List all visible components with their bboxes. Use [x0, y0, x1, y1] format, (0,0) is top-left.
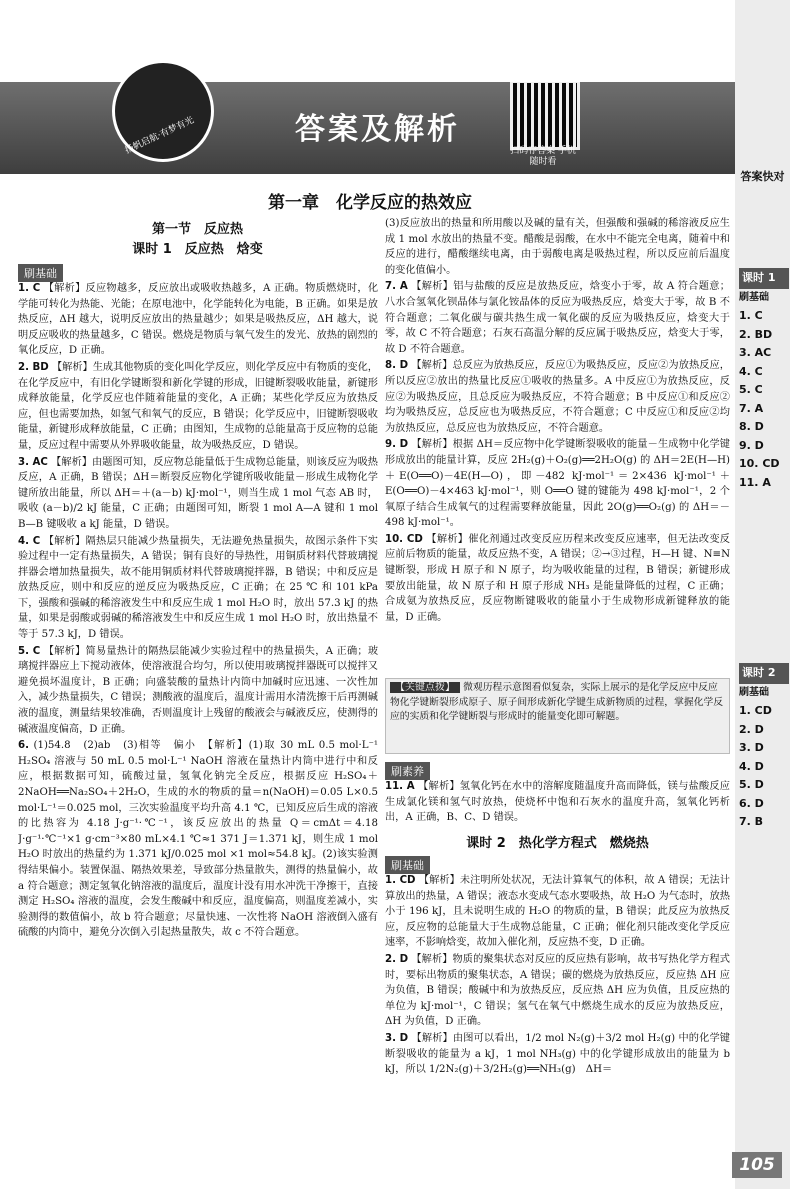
- answer-text: 【解析】简易量热计的隔热层能减少实验过程中的热量损失，A 正确；玻璃搅拌器应上下搅动液体，使溶液混合均匀，所以使用玻璃搅拌器既可以搅拌又避免损坏温度计，B 正确；向盛装酸的量热计内筒中加碱时应迅速、一次性加入，减少热量损失，C 错误；测酸液的温度后，温度计需用水清洗擦干后再测碱液的温度，测量结果较准确，否则温度计上残留的酸液会与碱液反应，使测得的碱液温度偏高，D 正确。: [18, 645, 378, 735]
- question-number: 6.: [18, 740, 29, 752]
- question-number: 10. CD: [385, 533, 423, 545]
- answer-item: [18, 455, 378, 533]
- page-title: 答案及解析: [295, 112, 460, 147]
- answer-item: [18, 281, 378, 359]
- quick-answer-item: 8. D: [739, 420, 764, 433]
- answer-item: [385, 279, 730, 357]
- question-number: 8. D: [385, 360, 409, 372]
- quick-answer-item: 5. C: [739, 383, 763, 396]
- quick-answer-item: 7. A: [739, 401, 764, 415]
- answers-basic-label-2: 刷基础: [739, 686, 769, 698]
- chapter-title: 第一章 化学反应的热效应: [268, 193, 472, 213]
- answer-text: 【解析】总反应为放热反应，反应①为吸热反应，反应②为放热反应，所以反应②放出的热量比反应①吸收的热量多。A 中反应①为放热反应，反应②为吸热反应，且总反应为吸热反应，不符合题意；B 中反应①和反应②均为吸热反应，总反应也为吸热反应，不符合题意；C 中反应①和反应②均为放热反应，总反应也为放热反应，不符合题意。: [385, 360, 730, 434]
- lesson2-section: [385, 873, 730, 1148]
- quick-answer-item: 3. AC: [739, 346, 772, 359]
- question-number: 2. BD: [18, 361, 49, 373]
- key-point-text: 微观历程示意图看似复杂，实际上展示的是化学反应中反应物化学键断裂形成原子、原子间形成新化学键生成新物质的过程，掌握化学反应的实质和化学键断裂与形成时的能量变化即可解题。: [390, 682, 724, 722]
- answer-text: 【解析】氢氧化钙在水中的溶解度随温度升高而降低，镁与盐酸反应生成氯化镁和氢气时放热，使烧杯中饱和石灰水的温度升高，氢氧化钙析出，A 正确，B、C、D 错误。: [385, 781, 730, 824]
- key-point-box: [385, 678, 730, 754]
- quick-answer-item: 4. C: [739, 364, 763, 378]
- answer-item: [385, 952, 730, 1030]
- qr-caption: 扫码存答案 手机随时看: [510, 146, 576, 167]
- literacy-section: [385, 779, 730, 831]
- quick-answer-item: 3. D: [739, 741, 764, 754]
- logo-text: 扬帆启航·有梦有光: [123, 115, 196, 157]
- answer-text: 【解析】生成其他物质的变化叫化学反应，则化学反应中有物质的变化，在化学反应中，有旧化学键断裂和新化学键的形成，旧键断裂吸收能量，新键形成释放能量，化学反应也伴随着能量的变化，A 正确；某些化学反应为放热反应，但也需要加热，如氢气和氧气的反应，B 错误；化学反应中，旧键断裂吸收能量，新键形成释放能量，C 正确；由图知，生成物的总能量高于反应物的总能量，反应过程中需要从外界吸收能量，故为吸热反应，D 错误。: [18, 361, 378, 451]
- answers-lesson1: [739, 268, 789, 492]
- quick-answer-item: 1. CD: [739, 704, 772, 717]
- left-column: [18, 281, 378, 1146]
- question-number: 11. A: [385, 781, 415, 792]
- answer-text: 【解析】反应物越多，反应放出或吸收热越多，A 正确。物质燃烧时，化学能可转化为热能、光能；在原电池中，化学能转化为电能，B 正确。如果是放热反应，ΔH 越大，说明反应放出的热量越少；如果是吸热反应，ΔH 越大，说明反应吸收的热量越多，C 错误。燃烧是物质与氧气发生的发光、放热的剧烈的氧化反应，D 正确。: [18, 283, 378, 357]
- answer-text: (3)反应放出的热量和所用酸以及碱的量有关，但强酸和强碱的稀溶液反应生成 1 mol 水放出的热量不变。醋酸是弱酸，在水中不能完全电离，随着中和反应的进行，醋酸继续电离，由于弱酸电离是吸热过程，所以反应前后温度的变化值偏小。: [385, 218, 730, 276]
- answer-item: [18, 644, 378, 738]
- question-number: 5. C: [18, 645, 41, 657]
- basic-tag-2: 刷基础: [385, 854, 430, 874]
- answer-item: [385, 358, 730, 436]
- answer-text: 【解析】铝与盐酸的反应是放热反应，焓变小于零，故 A 符合题意；八水合氢氧化钡晶体与氯化铵晶体的反应为吸热反应，焓变大于零，故 B 不符合题意；二氧化碳与碳共热生成一氧化碳的反应为吸热反应，焓变大于零，故 C 不符合题意；石灰石高温分解的反应属于吸热反应，焓变大于零，故 D 不符合题意。: [385, 281, 730, 355]
- answer-text: 【解析】未注明所处状况，无法计算氧气的体积，故 A 错误；无法计算放出的热量，A 错误；液态水变成气态水要吸热，故 H₂O 为气态时，放热小于 196 kJ，且未说明生成的 H₂O 的物质的量，B 错误；此反应为放热反应，反应物的总能量大于生成物总能量，C 正确；催化剂只能改变化学反应速率，不影响焓变，故加入催化剂，反应热不变，D 正确。: [385, 875, 730, 949]
- answer-item: [385, 1031, 730, 1078]
- answers-basic-label: 刷基础: [739, 291, 769, 303]
- quick-answer-item: 6. D: [739, 796, 764, 810]
- quick-answer-item: 5. D: [739, 778, 764, 791]
- page-number: 105: [732, 1152, 782, 1178]
- answer-item: [18, 738, 378, 941]
- quick-answer-item: 2. BD: [739, 327, 773, 341]
- quick-answer-item: 7. B: [739, 815, 764, 828]
- answer-item: [385, 779, 730, 826]
- question-number: 4. C: [18, 535, 41, 547]
- answer-text: (1)54.8 (2)ab (3)相等 偏小 【解析】(1)取 30 mL 0.5 mol·L⁻¹ H₂SO₄ 溶液与 50 mL 0.5 mol·L⁻¹ NaOH 溶液在量热计内筒中进行中和反应，根据数据可知，硫酸过量，氢氧化钠完全反应，根据反应 H₂SO₄＋2NaOH══Na₂SO₄＋2H₂O，生成的水的物质的量＝n(NaOH)＝0.05 L×0.5 mol·L⁻¹＝0.025 mol，三次实验温度平均升高 4.1 ℃，已知反应后生成的溶液的比热容为 4.18 J·g⁻¹·℃⁻¹，该反应放出的热量 Q＝cmΔt＝4.18 J·g⁻¹·℃⁻¹×1 g·cm⁻³×80 mL×4.1 ℃≈1 371 J＝1.371 kJ，则生成 1 mol H₂O 时放出的热量约为 1.371 kJ/0.025 mol ×1 mol≈54.8 kJ。(2)该实验测得结果偏小。装置保温、隔热效果差，导致部分热量散失，测得的热量偏小，故 a 符合题意；测定氢氧化钠溶液的温度后，温度计没有用水冲洗干净擦干，直接测定 H₂SO₄ 溶液的温度，会发生酸碱中和反应，温度偏高，则温度差减小，实验测得的数值偏小，故 b 符合题意；尽量快速、一次性将 NaOH 溶液倒入盛有硫酸的内筒中，避免分次倒入引起热量散失，故 c 不符合题意。: [18, 740, 378, 939]
- answer-text: 【解析】由图可以看出，1/2 mol N₂(g)＋3/2 mol H₂(g) 中的化学键断裂吸收的能量为 a kJ，1 mol NH₃(g) 中的化学键形成放出的能量为 b kJ，所以 1/2N₂(g)＋3/2H₂(g)══NH₃(g) ΔH＝: [385, 1032, 730, 1076]
- lesson2-title: 课时 2 热化学方程式 燃烧热: [466, 836, 649, 851]
- answer-item: [385, 873, 730, 951]
- basic-tag: 刷基础: [18, 262, 63, 282]
- quick-answer-item: 9. D: [739, 438, 764, 452]
- answer-item: [18, 360, 378, 454]
- qr-code-icon[interactable]: [510, 80, 580, 150]
- answer-item: [385, 216, 730, 278]
- question-number: 7. A: [385, 281, 408, 293]
- answer-text: 【解析】物质的聚集状态对反应的反应热有影响，故书写热化学方程式时，要标出物质的聚集状态，A 错误；碳的燃烧为放热反应，反应热 ΔH 应为负值，B 错误；酸碱中和为放热反应，反应热 ΔH 应为负值，且反应热的单位为 kJ·mol⁻¹，C 错误；氢气在氧气中燃烧生成水的反应为放热反应，ΔH 为负值，D 正确。: [385, 953, 730, 1028]
- literacy-tag: 刷素养: [385, 760, 430, 780]
- answers-lesson1-head: 课时 1: [739, 268, 789, 289]
- question-number: 1. CD: [385, 875, 416, 886]
- answer-text: 【解析】根据 ΔH＝反应物中化学键断裂吸收的能量－生成物中化学键形成放出的能量计算，反应 2H₂(g)＋O₂(g)══2H₂O(g) 的 ΔH＝2E(H—H)＋E(O══O)－4E(H—O)，即－482 kJ·mol⁻¹＝2×436 kJ·mol⁻¹＋E(O══O)－4×463 kJ·mol⁻¹，则 O══O 键的键能为 498 kJ·mol⁻¹，2 个氧原子结合生成氧气的过程需要释放能量，因此 2O(g)══O₂(g) 的 ΔH＝－498 kJ·mol⁻¹。: [385, 439, 730, 529]
- question-number: 3. D: [385, 1032, 409, 1044]
- quick-answer-label: 答案快对: [740, 170, 785, 183]
- answers-lesson2-head: 课时 2: [739, 663, 789, 684]
- answer-item: [18, 534, 378, 643]
- answers-lesson2: [739, 663, 789, 832]
- question-number: 3. AC: [18, 456, 48, 468]
- quick-answer-item: 10. CD: [739, 457, 780, 470]
- quick-answer-item: 11. A: [739, 475, 771, 489]
- question-number: 2. D: [385, 953, 409, 965]
- answer-text: 【解析】由题图可知，反应物总能量低于生成物总能量，则该反应为吸热反应，A 正确，B 错误；ΔH＝断裂反应物化学键所吸收能量－形成生成物化学键所放出能量，所以 ΔH＝＋(a－b) kJ·mol⁻¹，则当生成 1 mol 气态 AB 时，吸收 (a－b)/2 kJ 能量，C 正确；由题图可知，断裂 1 mol A—A 键和 1 mol B—B 键吸收 a kJ 能量，D 错误。: [18, 456, 378, 530]
- quick-answer-item: 1. C: [739, 309, 763, 322]
- question-number: 9. D: [385, 439, 409, 451]
- question-number: 1. C: [18, 283, 41, 294]
- answer-item: [385, 532, 730, 626]
- quick-answer-item: 2. D: [739, 722, 764, 736]
- section-title: 第一节 反应热: [151, 222, 243, 237]
- key-point-tag: 【关键点拨】: [390, 682, 460, 693]
- quick-answer-item: 4. D: [739, 759, 764, 773]
- answer-item: [385, 437, 730, 531]
- answer-text: 【解析】隔热层只能减少热量损失，无法避免热量损失，故图示条件下实验过程中一定有热量损失，A 错误；铜有良好的导热性，用铜质材料代替玻璃搅拌器会增加热量损失，故不能用铜质材料代替玻璃搅拌器，B 错误；中和反应是放热反应，则中和反应的逆反应为吸热反应，C 正确；在 25 ℃ 和 101 kPa 下，强酸和强碱的稀溶液发生中和反应生成 1 mol H₂O 时，放出 57.3 kJ 的热量，如果是弱酸或弱碱的稀溶液发生中和反应生成 1 mol H₂O 时，放出热量不等于 57.3 kJ，D 错误。: [18, 535, 378, 641]
- lesson1-title: 课时 1 反应热 焓变: [132, 242, 263, 257]
- answer-text: 【解析】催化剂通过改变反应历程来改变反应速率，但无法改变反应前后物质的能量，故反应热不变，A 错误；②→③过程，H—H 键、N≡N 键断裂，形成 H 原子和 N 原子，均为吸收能量的过程，B 错误；新键形成要放出能量，故 N 原子和 H 原子形成 NH₃ 是能量降低的过程，C 正确；合成氨为放热反应，反应物断键吸收的能量小于生成物形成新键释放的能量，D 正确。: [385, 533, 730, 623]
- right-column: [385, 216, 730, 676]
